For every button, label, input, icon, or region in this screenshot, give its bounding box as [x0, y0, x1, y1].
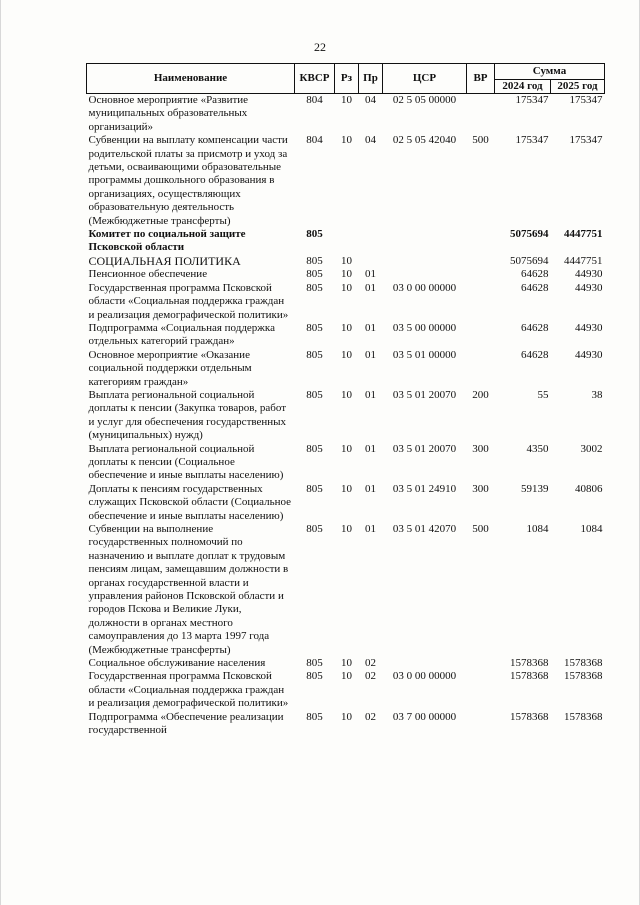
row-rz: 10 — [341, 523, 352, 535]
row-rz: 10 — [341, 657, 352, 670]
row-csr: 03 5 01 20070 — [392, 388, 457, 401]
row-pr: 01 — [365, 388, 376, 401]
row-sum-2025: 44930 — [575, 268, 603, 281]
row-csr — [383, 255, 467, 268]
row-pr: 02 — [365, 710, 376, 723]
row-name: Доплаты к пенсиям государственных служащих Псковской области (Социальное обеспечение и иные выплаты населению) — [88, 482, 292, 522]
header-year-2024: 2024 год — [495, 80, 551, 94]
table-row — [87, 322, 605, 349]
row-pr: 01 — [365, 482, 376, 495]
row-sum-2025: 1578368 — [564, 670, 603, 683]
row-sum-2024: 59139 — [521, 482, 549, 495]
row-rz: 10 — [341, 388, 352, 401]
table-row — [87, 389, 605, 443]
row-name: Подпрограмма «Социальная поддержка отдельных категорий граждан» — [88, 321, 275, 348]
page-number: 22 — [314, 40, 326, 54]
row-kvsr: 805 — [306, 482, 323, 495]
row-sum-2025: 40806 — [575, 482, 603, 495]
row-vr: 300 — [472, 442, 489, 455]
row-pr: 01 — [365, 523, 376, 535]
row-pr: 01 — [365, 348, 376, 361]
row-name: Подпрограмма «Обеспечение реализации государственной — [88, 710, 284, 737]
row-rz: 10 — [341, 268, 352, 281]
row-rz: 10 — [341, 348, 352, 361]
table-row — [87, 349, 605, 389]
row-sum-2024: 1578368 — [510, 710, 549, 723]
row-csr: 03 7 00 00000 — [392, 710, 457, 723]
row-kvsr: 805 — [306, 228, 323, 241]
row-sum-2024: 1578368 — [510, 657, 549, 670]
row-sum-2025: 38 — [591, 388, 603, 401]
row-pr: 01 — [365, 442, 376, 455]
row-name: Пенсионное обеспечение — [88, 268, 208, 281]
row-sum-2025: 44930 — [575, 348, 603, 361]
row-kvsr: 804 — [306, 134, 323, 147]
table-row — [87, 670, 605, 710]
row-csr: 02 5 05 42040 — [392, 134, 457, 147]
row-rz: 10 — [341, 710, 352, 723]
row-sum-2024: 175347 — [515, 94, 549, 106]
row-sum-2024: 175347 — [515, 134, 549, 147]
table-row — [87, 523, 605, 657]
header-vr: ВР — [467, 64, 495, 94]
row-name: Комитет по социальной защите Псковской области — [88, 228, 246, 254]
row-rz: 10 — [341, 94, 352, 106]
row-sum-2024: 55 — [537, 388, 549, 401]
budget-table — [86, 63, 605, 738]
row-pr: 02 — [365, 657, 376, 670]
row-csr: 02 5 05 00000 — [392, 94, 457, 106]
header-year-2025: 2025 год — [551, 80, 605, 94]
table-body — [87, 94, 605, 738]
row-sum-2024: 64628 — [521, 268, 549, 281]
row-kvsr: 805 — [306, 670, 323, 683]
row-kvsr: 804 — [306, 94, 323, 106]
row-sum-2025: 1578368 — [564, 710, 603, 723]
header-rz: Рз — [335, 64, 359, 94]
table-row — [87, 443, 605, 483]
row-kvsr: 805 — [306, 442, 323, 455]
row-kvsr: 805 — [306, 657, 323, 670]
row-name: Государственная программа Псковской области «Социальная поддержка граждан и реализация демографической политики» — [88, 281, 289, 321]
row-sum-2024: 64628 — [521, 281, 549, 294]
row-csr: 03 5 01 20070 — [392, 442, 457, 455]
table-row — [87, 94, 605, 135]
row-name: Субвенции на выполнение государственных полномочий по назначению и выплате доплат к трудовым пенсиям лицам, замещавшим должности в органах государственной власти и управления районов Псковской области и городов Пскова и Великие Луки, должности в органах местного самоуправления до 13 марта 1997 года (Межбюджетные трансферты) — [88, 523, 289, 656]
row-name: Основное мероприятие «Оказание социальной поддержки отдельным категориям граждан» — [88, 348, 252, 388]
row-rz: 10 — [341, 482, 352, 495]
row-sum-2024: 1084 — [526, 523, 549, 535]
table-row-section — [87, 255, 605, 268]
row-kvsr: 805 — [306, 321, 323, 334]
row-kvsr: 805 — [306, 710, 323, 723]
row-kvsr: 805 — [306, 268, 323, 281]
row-pr — [359, 228, 383, 255]
row-csr — [383, 268, 467, 281]
row-rz: 10 — [341, 254, 352, 267]
row-sum-2024: 5075694 — [510, 228, 549, 241]
row-sum-2025: 175347 — [569, 94, 603, 106]
row-name: Основное мероприятие «Развитие муниципальных образовательных организаций» — [88, 94, 249, 133]
row-sum-2025: 3002 — [580, 442, 603, 455]
header-pr: Пр — [359, 64, 383, 94]
header-name: Наименование — [87, 64, 295, 94]
row-vr — [467, 228, 495, 255]
row-csr: 03 5 01 42070 — [392, 523, 457, 535]
table-row — [87, 657, 605, 670]
row-vr — [467, 255, 495, 268]
header-csr: ЦСР — [383, 64, 467, 94]
row-vr — [467, 670, 495, 710]
row-pr: 04 — [365, 94, 376, 106]
row-csr: 03 5 00 00000 — [392, 321, 457, 334]
row-rz: 10 — [341, 134, 352, 147]
row-sum-2024: 5075694 — [510, 254, 549, 267]
table-row — [87, 134, 605, 228]
row-rz: 10 — [341, 321, 352, 334]
row-sum-2025: 1578368 — [564, 657, 603, 670]
row-name: Социальное обслуживание населения — [88, 657, 266, 670]
row-kvsr: 805 — [306, 281, 323, 294]
row-sum-2025: 4447751 — [564, 228, 603, 241]
row-pr: 01 — [365, 281, 376, 294]
row-sum-2024: 4350 — [526, 442, 549, 455]
row-csr — [383, 657, 467, 670]
table-row-committee — [87, 228, 605, 255]
row-name: Выплата региональной социальной доплаты к пенсии (Закупка товаров, работ и услуг для обеспечения государственных (муниципальных) нужд) — [88, 388, 287, 442]
row-csr: 03 0 00 00000 — [392, 670, 457, 683]
header-kvsr: КВСР — [295, 64, 335, 94]
row-vr — [467, 657, 495, 670]
row-vr — [467, 349, 495, 389]
row-pr: 01 — [365, 321, 376, 334]
row-vr — [467, 94, 495, 135]
table-row — [87, 711, 605, 738]
row-pr: 04 — [365, 134, 376, 147]
table-row — [87, 483, 605, 523]
row-name: Государственная программа Псковской области «Социальная поддержка граждан и реализация демографической политики» — [88, 670, 289, 710]
table-row — [87, 282, 605, 322]
row-csr: 03 5 01 24910 — [392, 482, 457, 495]
row-vr — [467, 711, 495, 738]
row-vr — [467, 268, 495, 281]
row-pr — [359, 255, 383, 268]
row-sum-2024: 1578368 — [510, 670, 549, 683]
row-sum-2025: 44930 — [575, 321, 603, 334]
row-vr: 500 — [472, 523, 489, 535]
header-sum: Сумма — [495, 64, 605, 80]
row-sum-2025: 175347 — [569, 134, 603, 147]
row-pr: 01 — [365, 268, 376, 281]
row-csr: 03 5 01 00000 — [392, 348, 457, 361]
table-header — [87, 64, 605, 94]
row-vr: 500 — [472, 134, 489, 147]
row-kvsr: 805 — [306, 254, 323, 267]
row-vr — [467, 282, 495, 322]
row-sum-2024: 64628 — [521, 321, 549, 334]
row-pr: 02 — [365, 670, 376, 683]
row-rz: 10 — [341, 281, 352, 294]
row-sum-2025: 1084 — [580, 523, 603, 535]
row-kvsr: 805 — [306, 348, 323, 361]
table-row — [87, 268, 605, 281]
row-rz: 10 — [341, 670, 352, 683]
row-sum-2025: 44930 — [575, 281, 603, 294]
row-name: Выплата региональной социальной доплаты к пенсии (Социальное обеспечение и иные выплаты населению) — [88, 442, 284, 482]
row-vr — [467, 322, 495, 349]
row-kvsr: 805 — [306, 388, 323, 401]
row-csr — [383, 228, 467, 255]
row-rz: 10 — [341, 442, 352, 455]
row-rz — [335, 228, 359, 255]
row-sum-2024: 64628 — [521, 348, 549, 361]
row-vr: 300 — [472, 482, 489, 495]
scan-edge-left — [0, 0, 1, 905]
row-vr: 200 — [472, 388, 489, 401]
row-kvsr: 805 — [306, 523, 323, 535]
row-csr: 03 0 00 00000 — [392, 281, 457, 294]
row-name: СОЦИАЛЬНАЯ ПОЛИТИКА — [88, 253, 241, 268]
row-name: Субвенции на выплату компенсации части родительской платы за присмотр и уход за детьми, осваивающими образовательные программы дошкольного образования в организациях, осуществляющих образовательную деятельность (Межбюджетные трансферты) — [88, 134, 288, 227]
row-sum-2025: 4447751 — [564, 254, 603, 267]
